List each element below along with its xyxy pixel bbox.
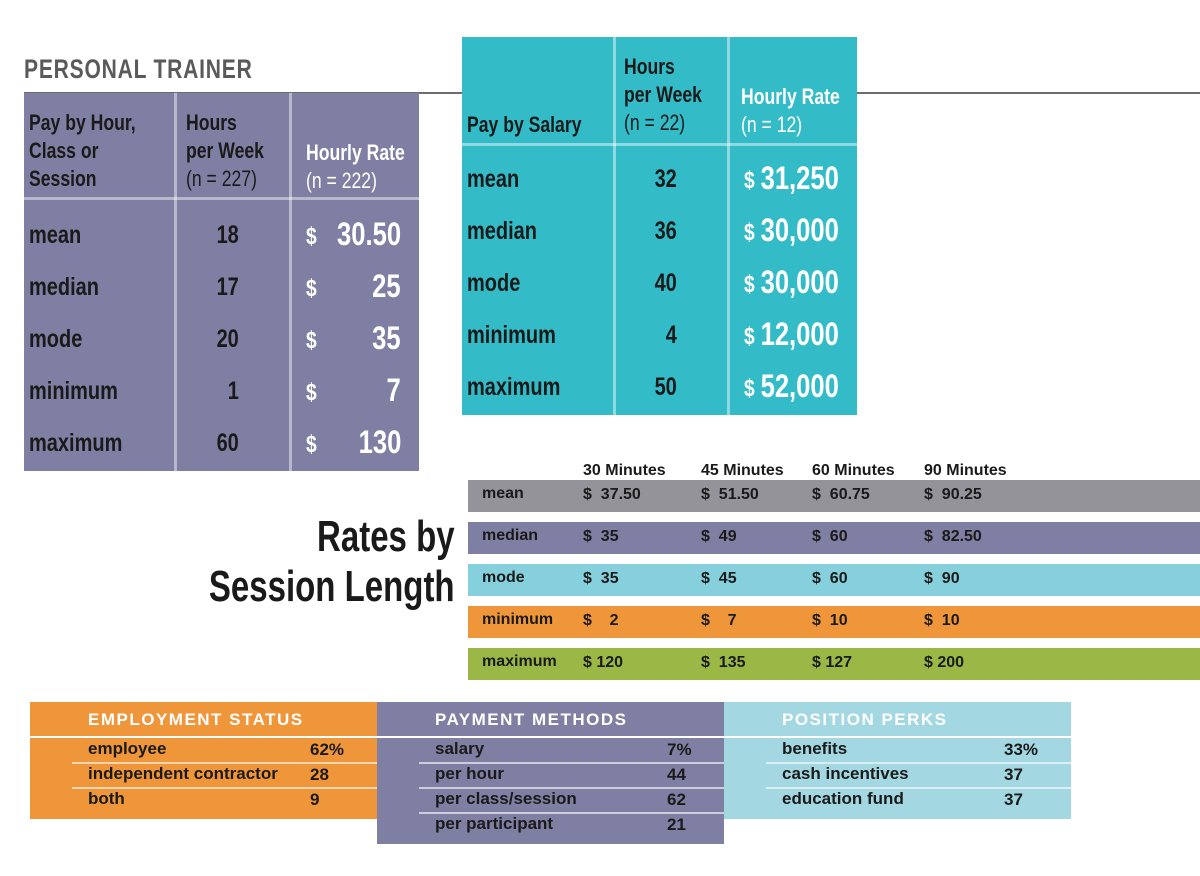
column-divider (174, 93, 177, 471)
currency-sign: $ (306, 275, 317, 302)
row-label: mode (29, 325, 83, 353)
rate-header (741, 83, 840, 139)
session-rate-value: $ 37.50 (583, 486, 641, 503)
session-rate-value: $ 10 (924, 612, 960, 629)
currency-sign: $ (744, 219, 755, 246)
row-label: maximum (29, 429, 123, 457)
panel-row-value: 62% (310, 740, 345, 759)
session-rate-value: $ 35 (583, 570, 619, 587)
panel-title-bar (724, 702, 1071, 736)
session-rate-value: $ 200 (924, 654, 965, 671)
session-column-header: 30 Minutes (583, 462, 666, 479)
hours-value: 1 (227, 377, 239, 405)
session-rate-value: $ 35 (583, 528, 619, 545)
session-row-label: mean (482, 485, 524, 502)
header-line: Class or (29, 138, 99, 163)
header-line: Session (29, 166, 97, 191)
session-rate-value: $ 60 (812, 570, 848, 587)
session-column-header: 60 Minutes (812, 462, 895, 479)
hourly-pay-table (24, 93, 419, 471)
hours-value: 50 (654, 373, 677, 401)
header-line: Pay by Hour, (29, 110, 136, 135)
hours-value: 32 (654, 165, 677, 193)
session-column-header: 45 Minutes (701, 462, 784, 479)
hourly-header-label (29, 109, 136, 193)
rate-header (306, 139, 405, 195)
currency-sign: $ (744, 375, 755, 402)
session-rate-value: $ 60 (812, 528, 848, 545)
session-row-label: mode (482, 569, 525, 586)
title-line: Rates by (317, 512, 455, 561)
session-rate-value: $ 51.50 (701, 486, 759, 503)
title-line: Session Length (209, 562, 455, 611)
panel-row-label: employee (88, 739, 167, 758)
panel-row-value: 7% (667, 740, 692, 759)
row-label: maximum (467, 373, 561, 401)
session-rate-value: $ 82.50 (924, 528, 982, 545)
header-line: Hours (186, 110, 237, 135)
panel-row-label: independent contractor (88, 764, 278, 783)
panel-row-value: 28 (310, 765, 329, 784)
hours-value: 18 (216, 221, 239, 249)
header-line: per Week (186, 138, 264, 163)
session-rate-value: $ 7 (701, 612, 737, 629)
currency-sign: $ (306, 379, 317, 406)
session-column-header: 90 Minutes (924, 462, 1007, 479)
session-row (468, 648, 1200, 680)
header-line: Pay by Salary (467, 112, 582, 137)
rate-value: 30,000 (760, 212, 839, 248)
panel-title: EMPLOYMENT STATUS (88, 710, 304, 729)
header-line: (n = 12) (741, 112, 803, 137)
header-line: (n = 227) (186, 166, 257, 191)
session-rate-value: $ 45 (701, 570, 737, 587)
header-divider (24, 197, 419, 200)
header-line: (n = 22) (624, 110, 686, 135)
row-label: minimum (467, 321, 556, 349)
session-rate-value: $ 127 (812, 654, 853, 671)
rate-value: 35 (372, 320, 401, 356)
currency-sign: $ (306, 431, 317, 458)
session-rate-value: $ 49 (701, 528, 737, 545)
header-line: Hours (624, 54, 675, 79)
panel-row-value: 33% (1004, 740, 1039, 759)
column-divider (613, 37, 616, 415)
session-rate-value: $ 2 (583, 612, 619, 629)
rate-value: 25 (372, 268, 401, 304)
panel-row-label: both (88, 789, 125, 808)
hours-header (624, 53, 702, 137)
employment-panel (30, 702, 377, 817)
hours-value: 20 (216, 325, 239, 353)
session-rate-value: $ 10 (812, 612, 848, 629)
page-title: PERSONAL TRAINER (24, 54, 253, 84)
row-label: mean (467, 165, 520, 193)
hours-header (186, 109, 264, 193)
session-rate-value: $ 90.25 (924, 486, 982, 503)
session-row (468, 564, 1200, 596)
panel-row-label: per hour (435, 764, 504, 783)
panel-row-value: 62 (667, 790, 686, 809)
row-label: median (29, 273, 100, 301)
panel-row-label: salary (435, 739, 485, 758)
rate-value: 12,000 (760, 316, 839, 352)
session-row (468, 522, 1200, 554)
panel-row-label: per participant (435, 814, 554, 833)
session-row-label: maximum (482, 653, 557, 670)
payment-panel (377, 702, 724, 842)
column-divider (289, 93, 292, 471)
session-row-label: minimum (482, 611, 554, 628)
rate-value: 31,250 (760, 160, 839, 196)
session-length-title (209, 512, 455, 612)
rate-value: 52,000 (760, 368, 839, 404)
panel-row-value: 21 (667, 815, 686, 834)
header-divider (462, 143, 857, 146)
header-line: per Week (624, 82, 702, 107)
header-line: Hourly Rate (741, 84, 840, 109)
panel-row-value: 44 (667, 765, 686, 784)
row-label: minimum (29, 377, 118, 405)
panel-row-value: 37 (1004, 765, 1023, 784)
header-line: Hourly Rate (306, 140, 405, 165)
panel-title-bar (377, 702, 724, 736)
panel-title-bar (30, 702, 377, 736)
panel-row-label: education fund (782, 789, 904, 808)
session-row-label: median (482, 527, 539, 544)
salary-pay-table (462, 37, 857, 415)
currency-sign: $ (744, 167, 755, 194)
perks-panel (724, 702, 1071, 817)
header-line: (n = 222) (306, 168, 377, 193)
session-rate-value: $ 120 (583, 654, 624, 671)
currency-sign: $ (306, 327, 317, 354)
currency-sign: $ (744, 271, 755, 298)
panel-row-label: benefits (782, 739, 848, 758)
rate-value: 30.50 (336, 216, 401, 252)
session-row (468, 480, 1200, 512)
row-label: median (467, 217, 538, 245)
salary-header-label (467, 111, 581, 139)
session-rate-value: $ 135 (701, 654, 746, 671)
currency-sign: $ (744, 323, 755, 350)
hours-value: 40 (654, 269, 677, 297)
row-label: mode (467, 269, 521, 297)
hours-value: 36 (654, 217, 677, 245)
hours-value: 17 (216, 273, 239, 301)
hours-value: 60 (216, 429, 239, 457)
session-rate-value: $ 90 (924, 570, 960, 587)
panel-row-label: per class/session (435, 789, 577, 808)
rate-value: 7 (386, 372, 401, 408)
session-row (468, 606, 1200, 638)
rate-value: 30,000 (760, 264, 839, 300)
row-label: mean (29, 221, 82, 249)
session-rate-value: $ 60.75 (812, 486, 870, 503)
column-divider (727, 37, 730, 415)
panel-title: POSITION PERKS (782, 710, 948, 729)
currency-sign: $ (306, 223, 317, 250)
hours-value: 4 (665, 321, 677, 349)
panel-row-label: cash incentives (782, 764, 909, 783)
rate-value: 130 (358, 424, 401, 460)
panel-row-value: 9 (310, 790, 320, 809)
panel-row-value: 37 (1004, 790, 1023, 809)
panel-title: PAYMENT METHODS (435, 710, 628, 729)
